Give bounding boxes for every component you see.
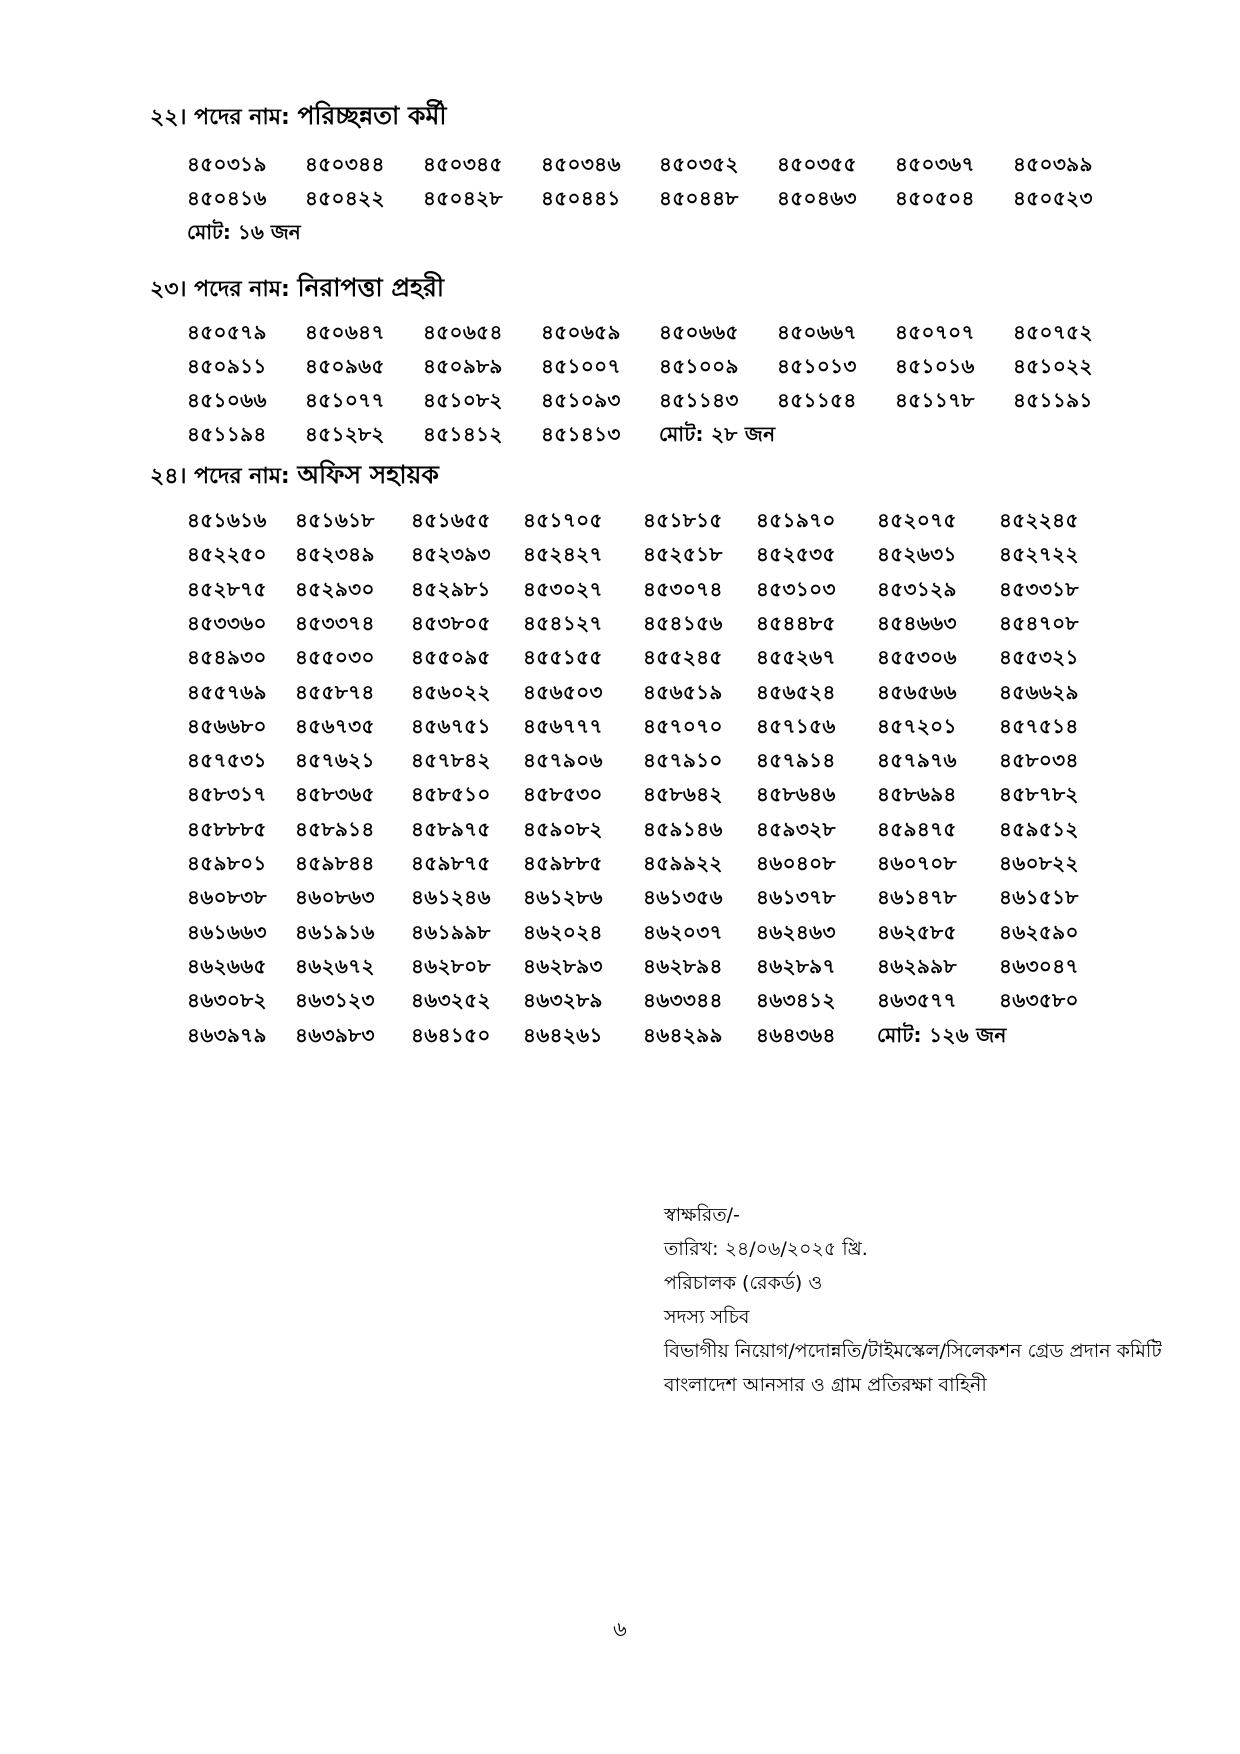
roll-number: ৪৫১০৭৭ xyxy=(305,388,385,412)
roll-number: ৪৫০৬৬৭ xyxy=(777,320,857,344)
roll-number: ৪৫১০৯৩ xyxy=(541,388,621,412)
roll-number: ৪৬৩৫৭৭ xyxy=(877,988,957,1012)
signatory-role: সদস্য সচিব xyxy=(664,1306,750,1328)
roll-number: ৪৬৩৪১২ xyxy=(756,988,836,1012)
roll-number: ৪৫০৪১৬ xyxy=(187,186,267,210)
roll-number: ৪৫৮৩১৭ xyxy=(187,782,267,806)
roll-number: ৪৫৮৭৮২ xyxy=(999,782,1079,806)
roll-number: ৪৫২৩৪৯ xyxy=(295,542,375,566)
roll-number: ৪৫৮০৩৪ xyxy=(999,748,1079,772)
roll-number: ৪৫১১৯৪ xyxy=(187,422,267,446)
roll-number: ৪৫০৭০৭ xyxy=(895,320,975,344)
roll-number: ৪৫১৯৭০ xyxy=(756,508,836,532)
roll-number: ৪৬১২৮৬ xyxy=(523,885,603,909)
roll-number: ৪৫২৫১৮ xyxy=(643,542,723,566)
roll-number: ৪৫৬৫৬৬ xyxy=(877,680,957,704)
roll-number: ৪৫৯৮৪৪ xyxy=(295,851,375,875)
roll-number: ৪৫১০৬৬ xyxy=(187,388,267,412)
total-count: মোট: ২৮ জন xyxy=(659,422,776,446)
signatory-designation: পরিচালক (রেকর্ড) ও xyxy=(664,1272,823,1294)
roll-number: ৪৫১৬১৬ xyxy=(187,508,267,532)
roll-number: ৪৫৩১২৯ xyxy=(877,577,957,601)
roll-number: ৪৬০৮২২ xyxy=(999,851,1079,875)
roll-number: ৪৬২৬৭২ xyxy=(295,954,375,978)
roll-number: ৪৫৫০৯৫ xyxy=(411,645,491,669)
roll-number: ৪৫৭৯০৬ xyxy=(523,748,603,772)
roll-number: ৪৫৪৭০৮ xyxy=(999,611,1079,635)
roll-number: ৪৫৩০৭৪ xyxy=(643,577,723,601)
roll-number: ৪৫৫২৪৫ xyxy=(643,645,723,669)
roll-number: ৪৬৩৯৮৩ xyxy=(295,1023,375,1047)
roll-number: ৪৬৩২৫২ xyxy=(411,988,491,1012)
roll-number: ৪৫০৪২২ xyxy=(305,186,385,210)
roll-number: ৪৫৭৯১৪ xyxy=(756,748,836,772)
roll-number: ৪৬১২৪৬ xyxy=(411,885,491,909)
roll-number: ৪৫১৭০৫ xyxy=(523,508,603,532)
roll-number: ৪৫১১৯১ xyxy=(1013,388,1093,412)
roll-number: ৪৫০৯৬৫ xyxy=(305,354,385,378)
roll-number: ৪৫৪৯৩০ xyxy=(187,645,267,669)
roll-number: ৪৫৫০৩০ xyxy=(295,645,375,669)
roll-number: ৪৫৫৩২১ xyxy=(999,645,1079,669)
roll-number: ৪৫১৬১৮ xyxy=(295,508,375,532)
roll-number: ৪৬৩৯৭৯ xyxy=(187,1023,267,1047)
total-count: মোট: ১২৬ জন xyxy=(877,1023,1007,1047)
roll-number: ৪৫৯৮৮৫ xyxy=(523,851,603,875)
roll-number: ৪৫৬৬৮০ xyxy=(187,714,267,738)
roll-number: ৪৬৪৩৬৪ xyxy=(756,1023,836,1047)
section-heading-24 xyxy=(150,455,439,498)
roll-number: ৪৫৮৫১০ xyxy=(411,782,491,806)
roll-number: ৪৬২৮৯৩ xyxy=(523,954,603,978)
roll-number: ৪৫৬৭৫১ xyxy=(411,714,491,738)
roll-number: ৪৫৩৮০৫ xyxy=(411,611,491,635)
roll-number: ৪৫৯৫১২ xyxy=(999,817,1079,841)
roll-number: ৪৬১৩৫৬ xyxy=(643,885,723,909)
roll-number: ৪৫২২৫০ xyxy=(187,542,267,566)
roll-number: ৪৫২৭২২ xyxy=(999,542,1079,566)
roll-number: ৪৫৩১০৩ xyxy=(756,577,836,601)
roll-number: ৪৫১৪১৩ xyxy=(541,422,621,446)
section-heading-23 xyxy=(150,268,444,311)
roll-number: ৪৫৭২০১ xyxy=(877,714,957,738)
section-heading-prefix: ২৩। পদের নাম: xyxy=(150,277,290,302)
roll-number: ৪৫৯৯২২ xyxy=(643,851,723,875)
roll-number: ৪৫৭০৭০ xyxy=(643,714,723,738)
roll-number: ৪৫৪৬৬৩ xyxy=(877,611,957,635)
roll-number: ৪৬২৮৯৪ xyxy=(643,954,723,978)
roll-number: ৪৫৪১৫৬ xyxy=(643,611,723,635)
roll-number: ৪৫৮৬৪৬ xyxy=(756,782,836,806)
roll-number: ৪৫৩৩৬০ xyxy=(187,611,267,635)
roll-number: ৪৫১৬৫৫ xyxy=(411,508,491,532)
roll-number: ৪৫৪৪৮৫ xyxy=(756,611,836,635)
roll-number: ৪৫৭৮৪২ xyxy=(411,748,491,772)
roll-number: ৪৫০৪৪১ xyxy=(541,186,621,210)
roll-number: ৪৬৪২৯৯ xyxy=(643,1023,723,1047)
roll-number: ৪৫০৯১১ xyxy=(187,354,267,378)
roll-number: ৪৫৩৩১৮ xyxy=(999,577,1079,601)
roll-number: ৪৬০৮৬৩ xyxy=(295,885,375,909)
roll-number: ৪৫২৩৯৩ xyxy=(411,542,491,566)
roll-number: ৪৬৪২৬১ xyxy=(523,1023,603,1047)
roll-number: ৪৬০৭০৮ xyxy=(877,851,957,875)
roll-number: ৪৫৬০২২ xyxy=(411,680,491,704)
total-22 xyxy=(187,218,301,251)
roll-number: ৪৫০৫২৩ xyxy=(1013,186,1093,210)
roll-number: ৪৫৮৬৯৪ xyxy=(877,782,957,806)
roll-number: ৪৫০৪৬৩ xyxy=(777,186,857,210)
roll-number: ৪৬২৮৯৭ xyxy=(756,954,836,978)
roll-number: ৪৫৭৬২১ xyxy=(295,748,375,772)
roll-number: ৪৫১৪১২ xyxy=(423,422,503,446)
section-heading-22 xyxy=(150,96,447,139)
roll-number: ৪৫২২৪৫ xyxy=(999,508,1079,532)
roll-number: ৪৫০৬৪৭ xyxy=(305,320,385,344)
roll-number: ৪৬১৫১৮ xyxy=(999,885,1079,909)
roll-number: ৪৫৬৬২৯ xyxy=(999,680,1079,704)
roll-number: ৪৫০৪৪৮ xyxy=(659,186,739,210)
roll-number: ৪৬৩০৮২ xyxy=(187,988,267,1012)
roll-number: ৪৫০৩১৯ xyxy=(187,152,267,176)
roll-number: ৪৬২৪৬৩ xyxy=(756,920,836,944)
roll-number: ৪৫৬৫২৪ xyxy=(756,680,836,704)
roll-number: ৪৫৭৫৩১ xyxy=(187,748,267,772)
roll-number: ৪৫০৩৫২ xyxy=(659,152,739,176)
roll-number: ৪৫৮৮৮৫ xyxy=(187,817,267,841)
roll-number: ৪৫০৭৫২ xyxy=(1013,320,1093,344)
roll-number: ৪৫৮৫৩০ xyxy=(523,782,603,806)
roll-number: ৪৬১৪৭৮ xyxy=(877,885,957,909)
roll-number: ৪৫৮৬৪২ xyxy=(643,782,723,806)
roll-number: ৪৫২৫৩৫ xyxy=(756,542,836,566)
roll-number: ৪৫৩০২৭ xyxy=(523,577,603,601)
roll-number: ৪৫৫৮৭৪ xyxy=(295,680,375,704)
signature-block xyxy=(664,1198,1162,1402)
roll-number: ৪৫১০১৬ xyxy=(895,354,975,378)
committee-name: বিভাগীয় নিয়োগ/পদোন্নতি/টাইমস্কেল/সিলেকশন গ্রেড প্রদান কমিটি xyxy=(664,1340,1162,1362)
roll-number: ৪৫৭৯৭৬ xyxy=(877,748,957,772)
roll-number: ৪৫০৯৮৯ xyxy=(423,354,503,378)
roll-number: ৪৬৩৫৮০ xyxy=(999,988,1079,1012)
roll-number: ৪৫০৩৫৫ xyxy=(777,152,857,176)
roll-number: ৪৬১৩৭৮ xyxy=(756,885,836,909)
roll-number: ৪৫০৬৫৯ xyxy=(541,320,621,344)
section-heading-prefix: ২৪। পদের নাম: xyxy=(150,464,290,489)
roll-number: ৪৬৩০৪৭ xyxy=(999,954,1079,978)
page-number: ৬ xyxy=(613,1617,627,1641)
roll-number: ৪৬২৬৬৫ xyxy=(187,954,267,978)
roll-number: ৪৬২৫৯০ xyxy=(999,920,1079,944)
signature-date: তারিখ: ২৪/০৬/২০২৫ খ্রি. xyxy=(664,1238,868,1260)
roll-number: ৪৫০৪২৮ xyxy=(423,186,503,210)
organization-name: বাংলাদেশ আনসার ও গ্রাম প্রতিরক্ষা বাহিনী xyxy=(664,1374,987,1396)
roll-number: ৪৬৪১৫০ xyxy=(411,1023,491,1047)
roll-number: ৪৫০৫০৪ xyxy=(895,186,975,210)
roll-number: ৪৫০৩৪৫ xyxy=(423,152,503,176)
roll-number: ৪৬২৫৮৫ xyxy=(877,920,957,944)
roll-number: ৪৫২৪২৭ xyxy=(523,542,603,566)
roll-number: ৪৫৯৮০১ xyxy=(187,851,267,875)
roll-number: ৪৫৬৭৭৭ xyxy=(523,714,603,738)
roll-number: ৪৬১৯৯৮ xyxy=(411,920,491,944)
post-name: অফিস সহায়ক xyxy=(297,460,439,489)
roll-number: ৪৫৯৪৭৫ xyxy=(877,817,957,841)
roll-number: ৪৫৩৩৭৪ xyxy=(295,611,375,635)
roll-number: ৪৫২৯৮১ xyxy=(411,577,491,601)
roll-number: ৪৫৯৮৭৫ xyxy=(411,851,491,875)
roll-number: ৪৫৫১৫৫ xyxy=(523,645,603,669)
roll-number: ৪৫১১৪৩ xyxy=(659,388,739,412)
roll-number: ৪৫৮৩৬৫ xyxy=(295,782,375,806)
roll-number: ৪৫২৬৩১ xyxy=(877,542,957,566)
roll-number: ৪৫২৯৩০ xyxy=(295,577,375,601)
roll-number: ৪৫২৮৭৫ xyxy=(187,577,267,601)
roll-number: ৪৫০৩৪৪ xyxy=(305,152,385,176)
roll-number: ৪৫৮৯১৪ xyxy=(295,817,375,841)
roll-number: ৪৫২০৭৫ xyxy=(877,508,957,532)
roll-number: ৪৬০৪০৮ xyxy=(756,851,836,875)
post-name: পরিচ্ছন্নতা কর্মী xyxy=(297,101,447,130)
roll-number: ৪৫৬৫১৯ xyxy=(643,680,723,704)
signed-text: স্বাক্ষরিত/- xyxy=(664,1204,740,1226)
roll-number: ৪৫১৮১৫ xyxy=(643,508,723,532)
roll-number: ৪৬২৮০৮ xyxy=(411,954,491,978)
roll-number: ৪৫৫৩০৬ xyxy=(877,645,957,669)
roll-number: ৪৬১৬৬৩ xyxy=(187,920,267,944)
roll-number: ৪৫১১৫৪ xyxy=(777,388,857,412)
roll-number: ৪৫১০০৯ xyxy=(659,354,739,378)
roll-number: ৪৫১১৭৮ xyxy=(895,388,975,412)
roll-number: ৪৫০৫৭৯ xyxy=(187,320,267,344)
roll-number: ৪৫৯৩২৮ xyxy=(756,817,836,841)
roll-number: ৪৫৫২৬৭ xyxy=(756,645,836,669)
roll-number: ৪৬৩২৮৯ xyxy=(523,988,603,1012)
post-name: নিরাপত্তা প্রহরী xyxy=(297,273,445,302)
roll-number: ৪৬২৯৯৮ xyxy=(877,954,957,978)
roll-number: ৪৫১২৮২ xyxy=(305,422,385,446)
roll-number: ৪৫৯০৮২ xyxy=(523,817,603,841)
roll-number: ৪৫০৩৬৭ xyxy=(895,152,975,176)
roll-number: ৪৫৭১৫৬ xyxy=(756,714,836,738)
roll-number: ৪৬২০২৪ xyxy=(523,920,603,944)
roll-number: ৪৬৩১২৩ xyxy=(295,988,375,1012)
roll-number: ৪৫০৬৫৪ xyxy=(423,320,503,344)
roll-number: ৪৬২০৩৭ xyxy=(643,920,723,944)
roll-number: ৪৫৫৭৬৯ xyxy=(187,680,267,704)
roll-number: ৪৫৯১৪৬ xyxy=(643,817,723,841)
roll-number: ৪৫৭৫১৪ xyxy=(999,714,1079,738)
roll-number: ৪৫৭৯১০ xyxy=(643,748,723,772)
roll-number: ৪৫১০১৩ xyxy=(777,354,857,378)
roll-number: ৪৬০৮৩৮ xyxy=(187,885,267,909)
roll-number: ৪৬৩৩৪৪ xyxy=(643,988,723,1012)
roll-number: ৪৫৪১২৭ xyxy=(523,611,603,635)
roll-number: ৪৫১০০৭ xyxy=(541,354,621,378)
roll-number: ৪৫০৩৯৯ xyxy=(1013,152,1093,176)
section-heading-prefix: ২২। পদের নাম: xyxy=(150,105,290,130)
roll-number: ৪৫০৩৪৬ xyxy=(541,152,621,176)
total-count: মোট: ১৬ জন xyxy=(187,220,301,244)
roll-number: ৪৫০৬৬৫ xyxy=(659,320,739,344)
roll-number: ৪৫১০২২ xyxy=(1013,354,1093,378)
roll-number: ৪৫৬৫০৩ xyxy=(523,680,603,704)
roll-number: ৪৫১০৮২ xyxy=(423,388,503,412)
roll-number: ৪৬১৯১৬ xyxy=(295,920,375,944)
roll-number: ৪৫৮৯৭৫ xyxy=(411,817,491,841)
roll-number: ৪৫৬৭৩৫ xyxy=(295,714,375,738)
